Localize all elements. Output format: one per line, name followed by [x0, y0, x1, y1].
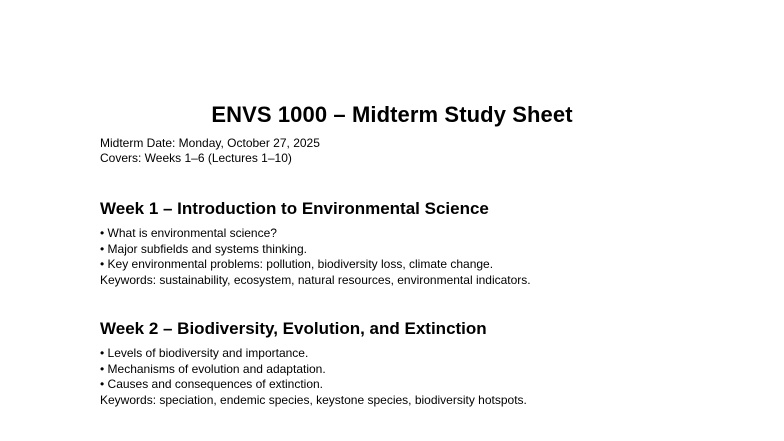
list-item: • Mechanisms of evolution and adaptation. — [100, 361, 326, 376]
list-item: • Key environmental problems: pollution, biodiversity loss, climate change. — [100, 257, 494, 271]
page-title: ENVS 1000 – Midterm Study Sheet — [211, 102, 573, 127]
list-item: • Levels of biodiversity and importance. — [100, 346, 309, 360]
exam-meta — [100, 136, 320, 166]
week-2-keywords: Keywords: speciation, endemic species, keystone species, biodiversity hotspots. — [100, 392, 527, 407]
list-item: • Major subfields and systems thinking. — [100, 241, 307, 256]
week-2-topic-list — [100, 346, 527, 393]
week-1-section — [100, 198, 531, 288]
week-2-heading: Week 2 – Biodiversity, Evolution, and Extinction — [100, 319, 487, 338]
week-2-section — [100, 318, 527, 408]
week-1-heading: Week 1 – Introduction to Environmental Science — [100, 199, 489, 218]
week-1-keywords: Keywords: sustainability, ecosystem, natural resources, environmental indicators. — [100, 272, 531, 287]
midterm-date: Midterm Date: Monday, October 27, 2025 — [100, 136, 320, 150]
week-1-topic-list — [100, 226, 531, 273]
coverage-range: Covers: Weeks 1–6 (Lectures 1–10) — [100, 151, 292, 165]
list-item: • What is environmental science? — [100, 226, 277, 240]
list-item: • Causes and consequences of extinction. — [100, 377, 324, 391]
